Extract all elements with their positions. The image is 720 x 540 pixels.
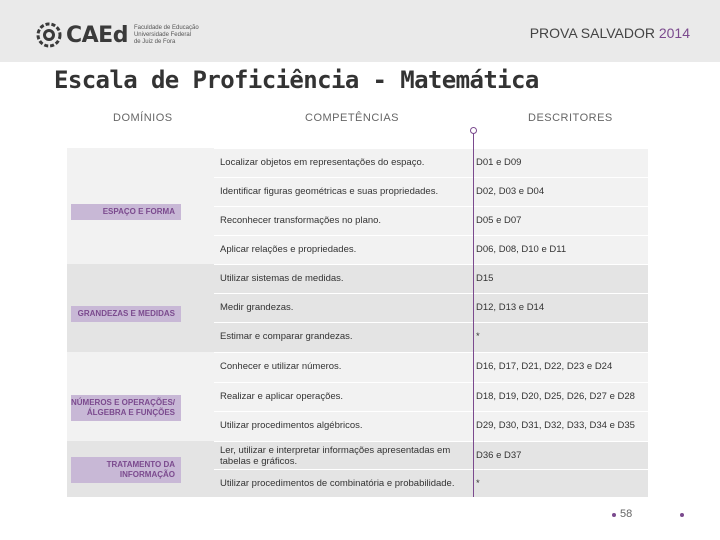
prova-name: PROVA SALVADOR (529, 25, 655, 41)
table-row (214, 322, 648, 351)
descriptor: D05 e D07 (476, 215, 522, 226)
competence: Estimar e comparar grandezas. (220, 331, 353, 342)
table-row (214, 148, 648, 177)
prova-label (530, 25, 690, 41)
competence: Medir grandezas. (220, 302, 294, 313)
timeline-dot (470, 127, 477, 134)
descriptor: * (476, 331, 480, 342)
competence: Aplicar relações e propriedades. (220, 244, 357, 255)
logo-text: CAEd (66, 22, 128, 48)
header-dominios: DOMÍNIOS (113, 112, 173, 124)
descriptor: D16, D17, D21, D22, D23 e D24 (476, 361, 613, 372)
timeline-divider (473, 130, 474, 497)
logo-sub-line: Universidade Federal (133, 31, 191, 38)
descriptor: D06, D08, D10 e D11 (476, 244, 567, 255)
table-header (67, 102, 648, 148)
descriptor: D01 e D09 (476, 157, 522, 168)
table-row (214, 177, 648, 206)
descriptor: D02, D03 e D04 (476, 186, 545, 197)
descriptor: * (476, 478, 480, 489)
competence: Ler, utilizar e interpretar informações apresentadas em tabelas e gráficos. (220, 445, 451, 467)
page-number: 58 (620, 508, 633, 520)
caed-logo (36, 20, 204, 50)
logo-subtitle (134, 25, 204, 46)
table-row (214, 441, 648, 470)
prova-year: 2014 (658, 25, 690, 41)
caed-logo-icon (36, 22, 62, 48)
domain-label: ESPAÇO E FORMA (71, 204, 181, 220)
domain-label: TRATAMENTO DA INFORMAÇÃO (71, 457, 181, 483)
table-row (214, 469, 648, 498)
header-competencias: COMPETÊNCIAS (305, 112, 400, 124)
descriptor: D29, D30, D31, D32, D33, D34 e D35 (476, 420, 635, 431)
domain-label: NÚMEROS E OPERAÇÕES/ ÁLGEBRA E FUNÇÕES (71, 395, 181, 421)
table-row (214, 352, 648, 381)
descriptor: D36 e D37 (476, 450, 522, 461)
table-row (214, 264, 648, 293)
domain-label: GRANDEZAS E MEDIDAS (71, 306, 181, 322)
proficiency-table (67, 102, 648, 497)
logo-sub-line: de Juiz de Fora (133, 38, 176, 45)
competence: Conhecer e utilizar números. (220, 361, 342, 372)
table-row (214, 411, 648, 440)
descriptor: D18, D19, D20, D25, D26, D27 e D28 (476, 391, 635, 402)
logo-sub-line: Faculdade de Educação (133, 24, 199, 31)
table-row (214, 382, 648, 411)
competence: Realizar e aplicar operações. (220, 391, 344, 402)
competence: Utilizar sistemas de medidas. (220, 273, 344, 284)
table-row (214, 293, 648, 322)
footer-dot-left (612, 513, 616, 517)
competence: Localizar objetos em representações do espaço. (220, 157, 425, 168)
competence: Utilizar procedimentos de combinatória e probabilidade. (220, 478, 455, 489)
competence: Reconhecer transformações no plano. (220, 215, 382, 226)
descriptor: D12, D13 e D14 (476, 302, 545, 313)
descriptor: D15 (476, 273, 494, 284)
competence: Utilizar procedimentos algébricos. (220, 420, 363, 431)
page-title: Escala de Proficiência - Matemática (54, 66, 539, 94)
header-descritores: DESCRITORES (528, 112, 613, 124)
competence: Identificar figuras geométricas e suas propriedades. (220, 186, 439, 197)
table-row (214, 206, 648, 235)
footer-dot-right (680, 513, 684, 517)
table-row (214, 235, 648, 264)
